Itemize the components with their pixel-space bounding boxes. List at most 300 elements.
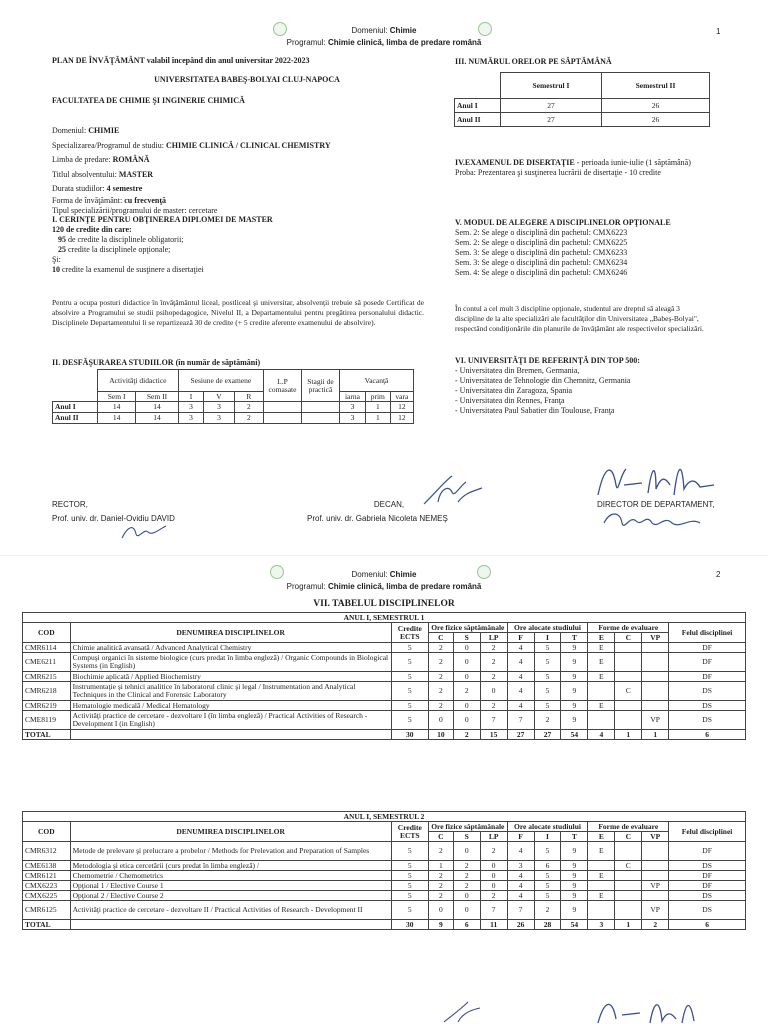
- table-cell: [615, 871, 642, 881]
- th-credite: Credite ECTS: [391, 623, 428, 643]
- disciplines-table-sem1: [22, 612, 746, 740]
- th-cod: COD: [23, 822, 71, 842]
- faculty-name: FACULTATEA DE CHIMIE ŞI INGINERIE CHIMICĂ: [52, 96, 245, 105]
- table-cell: 9: [561, 891, 588, 901]
- table-cell: 2: [428, 653, 453, 672]
- table-row: [23, 842, 746, 861]
- list-item: - Universitatea din Bremen, Germania,: [455, 366, 580, 375]
- table-cell: [642, 701, 669, 711]
- section-5-title: V. MODUL DE ALEGERE A DISCIPLINELOR OPŢIONALE: [455, 218, 671, 227]
- section-4-title: IV.EXAMENUL DE DISERTAŢIE - perioada iunie-iulie (1 săptămână): [455, 158, 691, 167]
- course-code: CMR6312: [23, 842, 71, 861]
- total-row: [23, 920, 746, 930]
- th-s: S: [453, 832, 480, 842]
- table-cell: C: [615, 682, 642, 701]
- table-cell: 0: [453, 891, 480, 901]
- table-cell: [642, 643, 669, 653]
- table-cell: 2: [453, 871, 480, 881]
- table-row: [23, 901, 746, 920]
- course-name: Chimie analitică avansată / Advanced Analytical Chemistry: [70, 643, 391, 653]
- total-cell: 4: [588, 730, 615, 740]
- table-cell: DS: [669, 891, 746, 901]
- director-title: DIRECTOR DE DEPARTAMENT,: [597, 500, 715, 509]
- total-cell: 10: [428, 730, 453, 740]
- table-cell: 2: [480, 842, 507, 861]
- section-1-list: [52, 225, 442, 275]
- list-item: Sem. 2: Se alege o disciplină din pachetul: CMX6225: [455, 238, 628, 247]
- list-item: Sem. 2: Se alege o disciplină din pachetul: CMX6223: [455, 228, 628, 237]
- th-sem2: Sem II: [136, 392, 178, 402]
- total-cell: 30: [391, 920, 428, 930]
- table-cell: 0: [480, 871, 507, 881]
- table-row: [23, 682, 746, 701]
- course-code: CMR6219: [23, 701, 71, 711]
- total-cell: 54: [561, 920, 588, 930]
- table-cell: 0: [453, 672, 480, 682]
- th-lp: L.P comasate: [263, 370, 301, 402]
- table-cell: 2: [534, 901, 561, 920]
- total-cell: 6: [453, 920, 480, 930]
- table-cell: [642, 842, 669, 861]
- table-cell: E: [588, 891, 615, 901]
- req-line: 25 credite la disciplinele opţionale;: [58, 245, 171, 254]
- table-cell: 2: [453, 682, 480, 701]
- course-name: Hematologie medicală / Medical Hematology: [70, 701, 391, 711]
- table-cell: 5: [391, 842, 428, 861]
- total-cell: 9: [428, 920, 453, 930]
- table-cell: DS: [669, 701, 746, 711]
- table-cell: 9: [561, 682, 588, 701]
- table-cell: [642, 871, 669, 881]
- info-line: Durata studiilor: 4 semestre: [52, 184, 143, 193]
- table-cell: [615, 842, 642, 861]
- table-cell: 5: [534, 682, 561, 701]
- table-cell: 1: [428, 861, 453, 871]
- table-cell: [615, 881, 642, 891]
- table-cell: [70, 920, 391, 930]
- table-cell: 0: [453, 711, 480, 730]
- semester-title: ANUL I, SEMESTRUL 1: [23, 613, 746, 623]
- table-cell: 0: [480, 881, 507, 891]
- table-cell: 9: [561, 653, 588, 672]
- table-cell: 5: [391, 672, 428, 682]
- th-vp: VP: [642, 832, 669, 842]
- table-title: VII. TABELUL DISCIPLINELOR: [313, 599, 455, 609]
- course-name: Opţional 2 / Elective Course 2: [70, 891, 391, 901]
- table-cell: 7: [480, 901, 507, 920]
- course-code: CMR6125: [23, 901, 71, 920]
- table-cell: 9: [561, 701, 588, 711]
- table-cell: 6: [534, 861, 561, 871]
- table-cell: [615, 701, 642, 711]
- weeks-table: [52, 369, 414, 424]
- th-vara: vara: [390, 392, 413, 402]
- page-separator: [0, 555, 768, 556]
- table-cell: E: [588, 842, 615, 861]
- table-cell: 5: [391, 653, 428, 672]
- table-cell: 2: [480, 701, 507, 711]
- course-name: Activităţi practice de cercetare - dezvoltare I (în limba engleză) / Practical Activities of Research - Development I (in English): [70, 711, 391, 730]
- table-row: [23, 871, 746, 881]
- table-cell: [642, 861, 669, 871]
- table-cell: 2: [428, 891, 453, 901]
- section-5: [455, 218, 715, 278]
- table-cell: 9: [561, 643, 588, 653]
- table-cell: 4: [507, 643, 534, 653]
- table-cell: [615, 891, 642, 901]
- course-code: CMR6114: [23, 643, 71, 653]
- table-row: Anul I 27 26: [455, 99, 710, 113]
- info-line: Forma de învăţământ: cu frecvenţă: [52, 196, 167, 205]
- rector-title: RECTOR,: [52, 500, 88, 509]
- course-name: Metode de prelevare şi prelucrare a probelor / Methods for Prelevation and Preparation of Samples: [70, 842, 391, 861]
- table-row: Anul II 27 26: [455, 113, 710, 127]
- table-cell: 4: [507, 881, 534, 891]
- section-6-title: VI. UNIVERSITĂŢI DE REFERINŢĂ DIN TOP 500:: [455, 356, 640, 365]
- total-cell: 54: [561, 730, 588, 740]
- table-cell: [588, 711, 615, 730]
- table-cell: [642, 653, 669, 672]
- info-line: Specializarea/Programul de studiu: CHIMIE CLINICĂ / CLINICAL CHEMISTRY: [52, 141, 331, 150]
- table-cell: 9: [561, 672, 588, 682]
- total-cell: 26: [507, 920, 534, 930]
- th-sem1: Sem I: [98, 392, 136, 402]
- table-cell: 5: [534, 891, 561, 901]
- table-cell: 2: [453, 881, 480, 891]
- director-signature-icon: [590, 995, 710, 1024]
- th-felul: Felul disciplinei: [669, 822, 746, 842]
- th-vacanta: Vacanţă: [339, 370, 413, 392]
- table-cell: 2: [428, 881, 453, 891]
- req-line: 95 de credite la disciplinele obligatorii;: [58, 235, 184, 244]
- table-row: [23, 711, 746, 730]
- th-ore-fizice: Ore fizice săptămânale: [428, 623, 507, 633]
- th-forme: Forme de evaluare: [588, 623, 669, 633]
- table-cell: DF: [669, 881, 746, 891]
- table-cell: 9: [561, 901, 588, 920]
- table-cell: 5: [534, 653, 561, 672]
- table-cell: 5: [534, 871, 561, 881]
- course-name: Chemometrie / Chemometrics: [70, 871, 391, 881]
- rector-name: Prof. univ. dr. Daniel-Ovidiu DAVID: [52, 514, 175, 523]
- table-cell: 5: [534, 842, 561, 861]
- course-code: CMX6225: [23, 891, 71, 901]
- th-f: F: [507, 633, 534, 643]
- total-label: TOTAL: [23, 920, 71, 930]
- table-cell: [642, 891, 669, 901]
- req-line: 10 credite la examenul de susţinere a disertaţiei: [52, 265, 204, 274]
- table-cell: 0: [480, 682, 507, 701]
- th-i: I: [534, 633, 561, 643]
- table-cell: 4: [507, 682, 534, 701]
- th-c: C: [428, 832, 453, 842]
- th-sesiune: Sesiune de examene: [178, 370, 263, 392]
- th-iarna: iarna: [339, 392, 365, 402]
- section-4-proba: Proba: Prezentarea şi susţinerea lucrării de disertaţie - 10 credite: [455, 168, 661, 177]
- th-col: C: [615, 633, 642, 643]
- req-line: 120 de credite din care:: [52, 225, 132, 234]
- course-code: CME6211: [23, 653, 71, 672]
- table-cell: 2: [428, 682, 453, 701]
- table-cell: [642, 682, 669, 701]
- table-row: [23, 643, 746, 653]
- table-cell: [588, 881, 615, 891]
- table-cell: E: [588, 701, 615, 711]
- course-name: Opţional 1 / Elective Course 1: [70, 881, 391, 891]
- course-code: CMR6218: [23, 682, 71, 701]
- table-row: Anul II 14 14 3 3 2 3 1 12: [53, 413, 414, 424]
- total-cell: 28: [534, 920, 561, 930]
- course-name: Activităţi practice de cercetare - dezvoltare II / Practical Activities of Research - Development II: [70, 901, 391, 920]
- table-cell: 9: [561, 842, 588, 861]
- table-row: [23, 701, 746, 711]
- section-3-title: III. NUMĂRUL ORELOR PE SĂPTĂMÂNĂ: [455, 57, 612, 66]
- total-cell: 1: [615, 730, 642, 740]
- th-col: C: [615, 832, 642, 842]
- th-semestrul-1: Semestrul I: [501, 73, 602, 99]
- page-header-domain: Domeniul: Chimie: [351, 570, 417, 579]
- th-e: E: [588, 832, 615, 842]
- total-cell: 27: [507, 730, 534, 740]
- th-credite: Credite ECTS: [391, 822, 428, 842]
- th-r: R: [234, 392, 263, 402]
- table-cell: E: [588, 871, 615, 881]
- th-ore-alocate: Ore alocate studiului: [507, 623, 588, 633]
- table-cell: DS: [669, 901, 746, 920]
- total-cell: 6: [669, 730, 746, 740]
- table-row: [23, 653, 746, 672]
- th-lp: LP: [480, 832, 507, 842]
- th-vp: VP: [642, 633, 669, 643]
- table-cell: 0: [480, 861, 507, 871]
- th-f: F: [507, 832, 534, 842]
- th-ore-alocate: Ore alocate studiului: [507, 822, 588, 832]
- th-cod: COD: [23, 623, 71, 643]
- table-cell: DF: [669, 842, 746, 861]
- table-cell: [588, 682, 615, 701]
- table-cell: DS: [669, 682, 746, 701]
- th-s: S: [453, 633, 480, 643]
- table-cell: 0: [453, 842, 480, 861]
- table-cell: 2: [428, 701, 453, 711]
- table-cell: 4: [507, 701, 534, 711]
- table-cell: 3: [507, 861, 534, 871]
- page-header-program: Programul: Chimie clinică, limba de predare română: [286, 582, 482, 591]
- table-cell: 5: [391, 643, 428, 653]
- table-cell: 2: [480, 672, 507, 682]
- table-cell: DF: [669, 653, 746, 672]
- total-label: TOTAL: [23, 730, 71, 740]
- total-cell: 2: [453, 730, 480, 740]
- list-item: Sem. 3: Se alege o disciplină din pachetul: CMX6234: [455, 258, 628, 267]
- th-c: C: [428, 633, 453, 643]
- table-cell: 5: [391, 881, 428, 891]
- table-cell: E: [588, 672, 615, 682]
- table-cell: DF: [669, 871, 746, 881]
- hours-table: [454, 72, 710, 127]
- table-cell: 2: [480, 643, 507, 653]
- table-cell: 7: [507, 711, 534, 730]
- total-cell: 6: [669, 920, 746, 930]
- table-cell: 2: [534, 711, 561, 730]
- table-cell: 5: [391, 891, 428, 901]
- section-6: [455, 356, 715, 416]
- table-cell: DF: [669, 643, 746, 653]
- th-den: DENUMIREA DISCIPLINELOR: [70, 623, 391, 643]
- table-cell: 7: [507, 901, 534, 920]
- total-cell: 2: [642, 920, 669, 930]
- table-cell: 4: [507, 871, 534, 881]
- table-cell: VP: [642, 901, 669, 920]
- total-cell: 1: [615, 920, 642, 930]
- table-cell: [615, 653, 642, 672]
- table-cell: 4: [507, 891, 534, 901]
- section-5-paragraph: În contul a cel mult 3 discipline opţionale, studentul are dreptul să aleagă 3 discipline de la alte specializări ale facultăţilor din Universitatea „Babeş-Bolyai", respectând condiţionările din planurile de învăţământ ale respectivelor specializări.: [455, 304, 704, 333]
- table-cell: 2: [453, 861, 480, 871]
- table-cell: [588, 901, 615, 920]
- program-info: [52, 126, 442, 275]
- req-line: Şi:: [52, 255, 61, 264]
- table-cell: [615, 901, 642, 920]
- table-cell: 5: [391, 901, 428, 920]
- th-stagii: Stagii de practică: [301, 370, 339, 402]
- table-cell: E: [588, 643, 615, 653]
- table-cell: 0: [428, 901, 453, 920]
- table-cell: [642, 672, 669, 682]
- table-cell: 2: [480, 653, 507, 672]
- th-forme: Forme de evaluare: [588, 822, 669, 832]
- table-cell: 0: [428, 711, 453, 730]
- table-cell: DS: [669, 711, 746, 730]
- table-cell: 0: [453, 653, 480, 672]
- section-2-title: II. DESFĂŞURAREA STUDIILOR (în număr de săptămâni): [52, 358, 261, 367]
- th-v: V: [204, 392, 234, 402]
- table-row: [23, 672, 746, 682]
- info-line: Titlul absolventului: MASTER: [52, 170, 154, 179]
- table-cell: 5: [391, 861, 428, 871]
- table-cell: 0: [453, 701, 480, 711]
- th-e: E: [588, 633, 615, 643]
- list-item: - Universitatea din Zaragoza, Spania: [455, 386, 573, 395]
- table-cell: VP: [642, 881, 669, 891]
- table-cell: DF: [669, 672, 746, 682]
- course-code: CME6138: [23, 861, 71, 871]
- table-cell: 4: [507, 672, 534, 682]
- table-cell: 5: [534, 881, 561, 891]
- page-header-domain: Domeniul: Chimie: [351, 26, 417, 35]
- table-cell: 5: [391, 871, 428, 881]
- table-cell: 9: [561, 711, 588, 730]
- table-cell: 2: [428, 871, 453, 881]
- section-1-paragraph: Pentru a ocupa posturi didactice în învăţământul liceal, postliceal şi universitar, absolvenţii trebuie să posede Certificat de absolvire a Programului se studii psihopedagogice, Nivelul II, a Departamentului pentru pregătirea personalului didactic. Disciplinele Departamentului li se repartizează 30 de credite (+ 5 credite aferente examenului de absolvire).: [52, 298, 424, 327]
- total-cell: 11: [480, 920, 507, 930]
- section-1-title: I. CERINŢE PENTRU OBŢINEREA DIPLOMEI DE MASTER: [52, 215, 273, 224]
- table-cell: [615, 672, 642, 682]
- table-cell: 5: [534, 701, 561, 711]
- decan-signature-icon: [440, 1000, 490, 1024]
- th-lp: LP: [480, 633, 507, 643]
- course-code: CMR6215: [23, 672, 71, 682]
- th-ore-fizice: Ore fizice săptămânale: [428, 822, 507, 832]
- th-t: T: [561, 832, 588, 842]
- course-name: Biochimie aplicată / Applied Biochemistry: [70, 672, 391, 682]
- table-cell: DS: [669, 861, 746, 871]
- info-line: Domeniul: CHIMIE: [52, 126, 120, 135]
- total-cell: 3: [588, 920, 615, 930]
- th-i: I: [534, 832, 561, 842]
- table-cell: 7: [480, 711, 507, 730]
- table-cell: 5: [534, 643, 561, 653]
- table-cell: 5: [391, 711, 428, 730]
- table-cell: 0: [453, 901, 480, 920]
- th-activitati: Activităţi didactice: [98, 370, 179, 392]
- table-cell: 5: [391, 682, 428, 701]
- table-cell: 9: [561, 871, 588, 881]
- list-item: - Universitatea din Rennes, Franţa: [455, 396, 565, 405]
- th-t: T: [561, 633, 588, 643]
- course-code: CMR6121: [23, 871, 71, 881]
- list-item: Sem. 3: Se alege o disciplină din pachetul: CMX6233: [455, 248, 628, 257]
- table-row: Anul I 14 14 3 3 2 3 1 12: [53, 402, 414, 413]
- table-cell: 9: [561, 881, 588, 891]
- list-item: - Universitatea de Tehnologie din Chemnitz, Germania: [455, 376, 631, 385]
- table-cell: 9: [561, 861, 588, 871]
- table-cell: C: [615, 861, 642, 871]
- course-name: Instrumentaţie şi tehnici analitice în laboratorul clinic şi legal / Instrumentation and Analytical Techniques in the Clinical and Forensic Laboratory: [70, 682, 391, 701]
- table-cell: 4: [507, 653, 534, 672]
- page-number: 1: [716, 27, 721, 36]
- table-cell: [615, 643, 642, 653]
- disciplines-table-sem2: [22, 811, 746, 930]
- info-line: Tipul specializării/programului de master: cercetare: [52, 206, 218, 215]
- th-prim: prim: [365, 392, 390, 402]
- list-item: - Universitatea Paul Sabatier din Toulouse, Franţa: [455, 406, 615, 415]
- total-cell: 27: [534, 730, 561, 740]
- th-semestrul-2: Semestrul II: [601, 73, 709, 99]
- total-cell: 15: [480, 730, 507, 740]
- course-code: CME8119: [23, 711, 71, 730]
- table-cell: [70, 730, 391, 740]
- th-i: I: [178, 392, 204, 402]
- table-cell: E: [588, 653, 615, 672]
- course-name: Metodologia şi etica cercetării (curs predat în limba engleză) /: [70, 861, 391, 871]
- table-cell: 0: [453, 643, 480, 653]
- table-cell: [588, 861, 615, 871]
- decan-name: Prof. univ. dr. Gabriela Nicoleta NEMEŞ: [307, 514, 448, 523]
- total-cell: 30: [391, 730, 428, 740]
- page-header-program: Programul: Chimie clinică, limba de predare română: [286, 38, 482, 47]
- course-code: CMX6223: [23, 881, 71, 891]
- section-4: [455, 158, 705, 178]
- list-item: Sem. 4: Se alege o disciplină din pachetul: CMX6246: [455, 268, 628, 277]
- th-felul: Felul disciplinei: [669, 623, 746, 643]
- table-cell: [615, 711, 642, 730]
- table-cell: 2: [480, 891, 507, 901]
- table-cell: 5: [534, 672, 561, 682]
- table-cell: 4: [507, 842, 534, 861]
- info-line: Limba de predare: ROMÂNĂ: [52, 155, 150, 164]
- total-row: [23, 730, 746, 740]
- table-cell: 2: [428, 842, 453, 861]
- table-row: [23, 891, 746, 901]
- table-cell: 5: [391, 701, 428, 711]
- plan-title: PLAN DE ÎNVĂŢĂMÂNT valabil începând din anul universitar 2022-2023: [52, 56, 310, 65]
- total-cell: 1: [642, 730, 669, 740]
- decan-title: DECAN,: [373, 500, 405, 509]
- university-name: UNIVERSITATEA BABEŞ-BOLYAI CLUJ-NAPOCA: [154, 75, 340, 84]
- course-name: Compuşi organici în sisteme biologice (curs predat în limba engleză) / Organic Compounds in Biological Systems (in English): [70, 653, 391, 672]
- semester-title: ANUL I, SEMESTRUL 2: [23, 812, 746, 822]
